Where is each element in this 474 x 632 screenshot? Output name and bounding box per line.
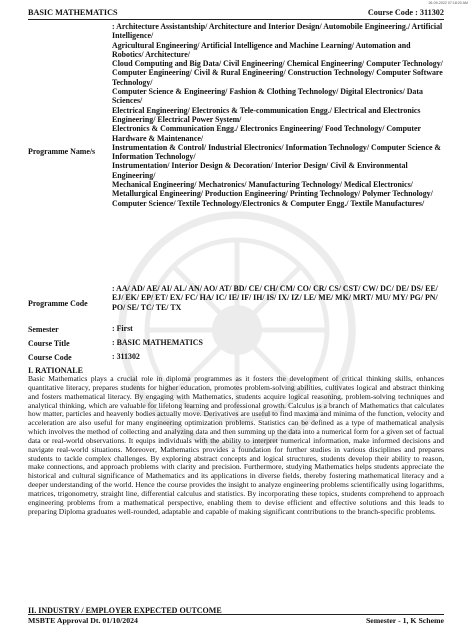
- programme-line: Instrumentation & Control/ Industrial Electronics/ Information Technology/ Computer Science & Information Technology/: [112, 142, 442, 162]
- print-timestamp: 26-09-2022 07:18:20 AM: [428, 1, 468, 5]
- programme-line: Metallurgical Engineering/ Production Engineering/ Printing Technology/ Polymer Technology/: [112, 189, 433, 199]
- programme-line: Agricultural Engineering/ Artificial Intelligence and Machine Learning/ Automation and Robotics/ Architecture/: [112, 40, 411, 59]
- semester-value: : First: [112, 324, 133, 334]
- semester-row: [28, 322, 444, 336]
- course-code-value: : 311302: [112, 352, 140, 362]
- programme-code-label: Programme Code: [28, 298, 88, 308]
- programme-names-list: [112, 22, 444, 280]
- programme-line: Electrical Engineering/ Electronics & Tele-communication Engg./ Electrical and Electronics Engineering/ Electrical Power System/: [112, 105, 421, 124]
- programme-line: Electronics & Communication Engg./ Electronics Engineering/ Food Technology/ Computer Hardware & Maintenance/: [112, 124, 421, 143]
- footer-semester-scheme: Semester - 1, K Scheme: [365, 616, 444, 625]
- header-course-name: BASIC MATHEMATICS: [28, 8, 118, 17]
- programme-line: Mechanical Engineering/ Mechatronics/ Manufacturing Technology/ Medical Electronics/: [112, 180, 413, 190]
- course-title-row: [28, 336, 444, 350]
- footer-approval-date: MSBTE Approval Dt. 01/10/2024: [28, 616, 138, 625]
- footer-divider: [28, 614, 444, 615]
- page-header: [28, 8, 444, 18]
- programme-names-row: [28, 22, 444, 280]
- programme-code-row: [28, 284, 444, 322]
- programme-line: : Architecture Assistantship/ Architecture and Interior Design/ Automobile Engineering./ Artificial Intelligence/: [112, 22, 443, 41]
- course-code-row: [28, 350, 444, 364]
- rationale-heading: I. RATIONALE: [28, 366, 83, 375]
- programme-line: Computer Engineering/ Civil & Rural Engineering/ Construction Technology/ Computer Software Technology/: [112, 68, 443, 87]
- page-footer: [28, 616, 444, 625]
- course-info-table: [28, 22, 444, 364]
- programme-line: Computer Science & Engineering/ Fashion & Clothing Technology/ Digital Electronics/ Data Sciences/: [112, 87, 423, 106]
- programme-line: Instrumentation/ Interior Design & Decoration/ Interior Design/ Civil & Environmental Engineering/: [112, 161, 408, 180]
- course-title-value: : BASIC MATHEMATICS: [112, 338, 203, 348]
- programme-code-value: : AA/ AD/ AE/ AI/ AL/ AN/ AO/ AT/ BD/ CE/ CH/ CM/ CO/ CR/ CS/ CST/ CW/ DC/ DE/ DS/ EE/ EJ/ EK/ EP/ ET/ EX/ FC/ HA/ IC/ IE/ IF/ IH/ IS/ IX/ IZ/ LE/ ME/ MK/ MRT/ MU/ MY/ PG/ PN/ PO/ SE/ TC/ TE/ TX: [112, 284, 438, 312]
- programme-names-label: Programme Name/s: [28, 146, 96, 156]
- programme-line: Computer Science/ Textile Technology/Electronics & Computer Engg./ Textile Manufactures/: [112, 198, 425, 208]
- programme-line: Cloud Computing and Big Data/ Civil Engineering/ Chemical Engineering/ Computer Technology/: [112, 59, 443, 69]
- semester-label: Semester: [28, 324, 59, 334]
- course-code-label: Course Code: [28, 352, 72, 362]
- rationale-paragraph: Basic Mathematics plays a crucial role in diploma programmes as it fosters the development of critical thinking skills, enhances quantitative literacy, prepares students for higher education, promotes problem-solving abilities, cultivates logical and abstract thinking and fosters mathematical literacy. By engaging with Mathematics, students acquire logical reasoning, problem-solving techniques and analytical thinking, which are valuable for lifelong learning and professional growth. Calculus is a branch of Mathematics that calculates how matter, particles and heavenly bodies actually move. Derivatives are useful to find maxima and minima of the function, velocity and acceleration are also useful for many engineering optimization problems. Statistics can be defined as a type of mathematical analysis which involves the method of collecting and analyzing data and then summing up the data into a numerical form for a given set of factual data or real-world observations. It equips individuals with the ability to interpret numerical information, make informed decisions and navigate real-world situations. Moreover, Mathematics provides a foundation for further studies in various disciplines and prepares students to tackle complex challenges. By exploring abstract concepts and logical structures, students develop their ability to reason, make connections, and approach problems with clarity and precision. Furthermore, studying Mathematics helps students appreciate the historical and cultural significance of Mathematics and its applications in diverse fields, thereby fostering mathematical literacy and a deeper understanding of the world. Hence the course provides the insight to analyze engineering problems scientifically using logarithms, matrices, trigonometry, straight line, differential calculus and statistics. By incorporating these topics, students comprehend to approach engineering problems from a mathematical perspective, enabling them to devise efficient and effective solutions and this leads to preparing Diploma graduates well-rounded, adaptable and capable of making significant contributions to the branch-specific problems.: [28, 374, 445, 516]
- course-title-label: Course Title: [28, 338, 70, 348]
- header-course-code: Course Code : 311302: [367, 8, 444, 17]
- industry-outcome-heading: II. INDUSTRY / EMPLOYER EXPECTED OUTCOME: [28, 606, 222, 615]
- header-divider: [28, 19, 444, 20]
